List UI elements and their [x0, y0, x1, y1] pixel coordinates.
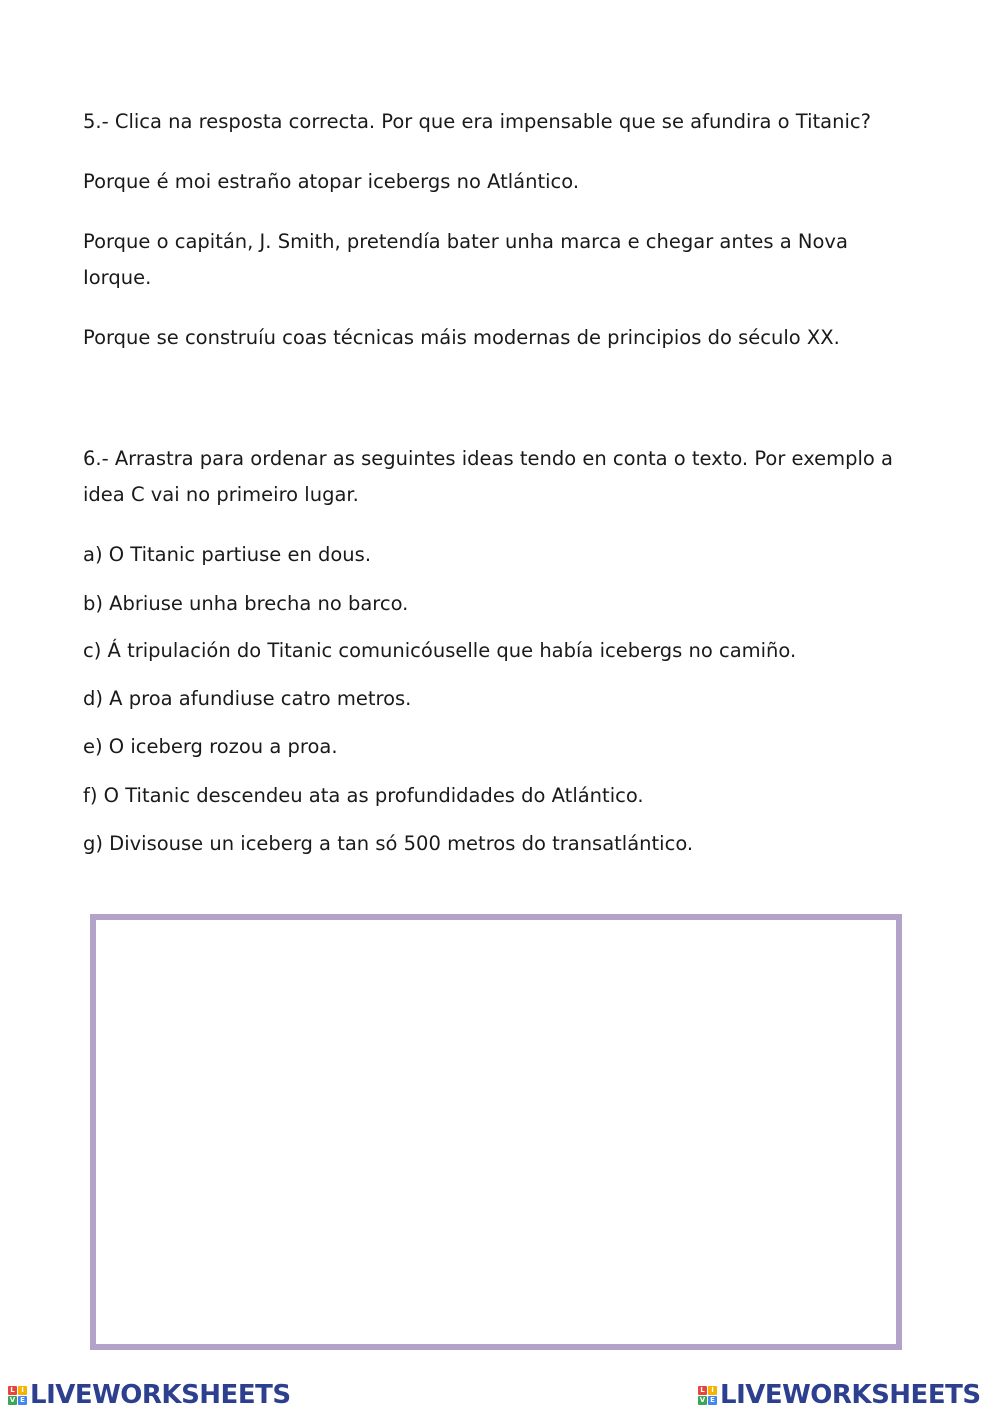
question-5-prompt: 5.- Clica na resposta correcta. Por que era impensable que se afundira o Titanic?: [83, 110, 871, 133]
order-item-a[interactable]: a) O Titanic partiuse en dous.: [83, 543, 372, 566]
logo-mark-cell: E: [18, 1396, 27, 1405]
answer-option-3[interactable]: Porque se construíu coas técnicas máis modernas de principios do século XX.: [83, 326, 840, 349]
liveworksheets-logo-icon: [698, 1386, 717, 1405]
logo-mark-cell: L: [8, 1386, 17, 1395]
answer-option-1[interactable]: Porque é moi estraño atopar icebergs no Atlántico.: [83, 170, 580, 193]
liveworksheets-logo-left: [8, 1380, 291, 1410]
logo-mark-cell: E: [708, 1396, 717, 1405]
logo-mark-cell: I: [18, 1386, 27, 1395]
answer-option-2[interactable]: Porque o capitán, J. Smith, pretendía bater unha marca e chegar antes a Nova Iorque.: [83, 230, 848, 289]
liveworksheets-logo-icon: [8, 1386, 27, 1405]
logo-text: LIVEWORKSHEETS: [30, 1380, 291, 1410]
order-item-c[interactable]: c) Á tripulación do Titanic comunicóuselle que había icebergs no camiño.: [83, 639, 797, 662]
logo-mark-cell: V: [699, 1395, 706, 1404]
logo-mark-cell: V: [9, 1395, 16, 1404]
order-item-g[interactable]: g) Divisouse un iceberg a tan só 500 metros do transatlántico.: [83, 832, 694, 855]
question-6-prompt: 6.- Arrastra para ordenar as seguintes ideas tendo en conta o texto. Por exemplo a idea C vai no primeiro lugar.: [83, 447, 894, 506]
liveworksheets-logo-right: [698, 1380, 981, 1410]
order-item-b[interactable]: b) Abriuse unha brecha no barco.: [83, 592, 409, 615]
order-item-e[interactable]: e) O iceberg rozou a proa.: [83, 735, 338, 758]
order-item-f[interactable]: f) O Titanic descendeu ata as profundidades do Atlántico.: [83, 784, 644, 807]
logo-mark-cell: I: [708, 1386, 717, 1395]
logo-text: LIVEWORKSHEETS: [720, 1380, 981, 1410]
order-item-d[interactable]: d) A proa afundiuse catro metros.: [83, 687, 412, 710]
logo-mark-cell: L: [698, 1386, 707, 1395]
drag-drop-answer-area[interactable]: [90, 914, 902, 1350]
